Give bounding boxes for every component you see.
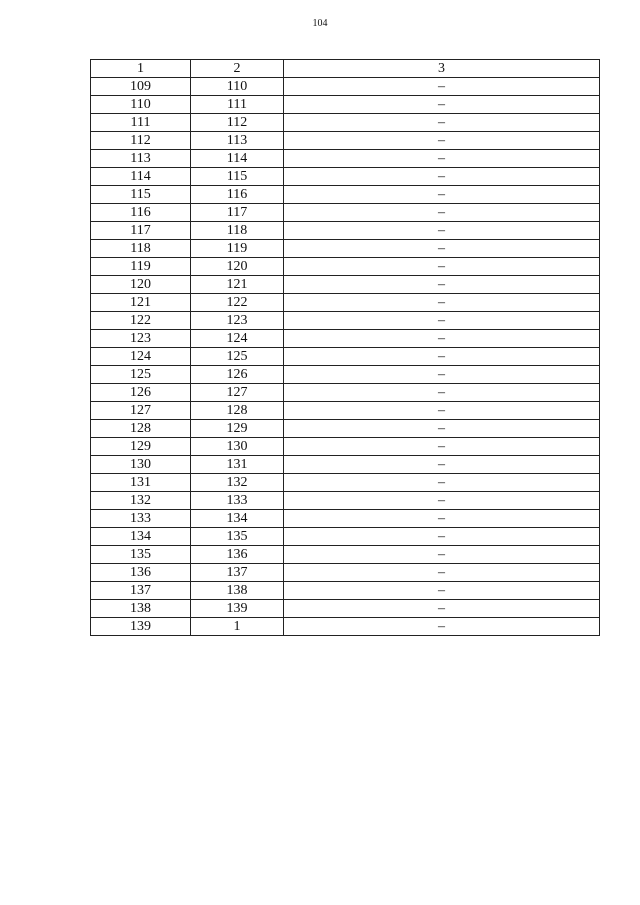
table-cell-col3: – <box>284 600 600 618</box>
table-row <box>91 546 600 564</box>
table-cell-col1: 127 <box>91 402 191 420</box>
table-row <box>91 600 600 618</box>
table-cell-col2: 113 <box>191 132 284 150</box>
table-cell-col2: 138 <box>191 582 284 600</box>
table-row <box>91 564 600 582</box>
table-cell-col1: 131 <box>91 474 191 492</box>
table-cell-col2: 123 <box>191 312 284 330</box>
table-cell-col2: 116 <box>191 186 284 204</box>
table-cell-col3: – <box>284 258 600 276</box>
table-cell-col3: – <box>284 384 600 402</box>
table-cell-col1: 134 <box>91 528 191 546</box>
table-row <box>91 330 600 348</box>
table-cell-col1: 128 <box>91 420 191 438</box>
table-cell-col1: 120 <box>91 276 191 294</box>
table-cell-col1: 114 <box>91 168 191 186</box>
table-cell-col2: 115 <box>191 168 284 186</box>
table-row <box>91 366 600 384</box>
table-cell-col2: 136 <box>191 546 284 564</box>
table-cell-col3: – <box>284 420 600 438</box>
table-cell-col3: – <box>284 222 600 240</box>
table-cell-col1: 123 <box>91 330 191 348</box>
table-cell-col3: – <box>284 348 600 366</box>
table-cell-col3: – <box>284 114 600 132</box>
table-cell-col2: 114 <box>191 150 284 168</box>
header-row <box>91 60 600 78</box>
table-cell-col1: 129 <box>91 438 191 456</box>
table-row <box>91 114 600 132</box>
table-cell-col1: 137 <box>91 582 191 600</box>
table-cell-col2: 137 <box>191 564 284 582</box>
table-body <box>91 78 600 636</box>
table-row <box>91 258 600 276</box>
table-row <box>91 618 600 636</box>
table-cell-col1: 135 <box>91 546 191 564</box>
table-cell-col2: 131 <box>191 456 284 474</box>
table-row <box>91 474 600 492</box>
table-cell-col3: – <box>284 402 600 420</box>
table-cell-col3: – <box>284 582 600 600</box>
table-cell-col3: – <box>284 132 600 150</box>
table-row <box>91 294 600 312</box>
table-row <box>91 438 600 456</box>
table-row <box>91 132 600 150</box>
table-cell-col3: – <box>284 366 600 384</box>
table-cell-col2: 111 <box>191 96 284 114</box>
table-cell-col2: 125 <box>191 348 284 366</box>
table-row <box>91 222 600 240</box>
table-cell-col3: – <box>284 528 600 546</box>
column-header-1: 1 <box>91 60 191 78</box>
page-number: 104 <box>312 18 328 29</box>
table-cell-col2: 126 <box>191 366 284 384</box>
table-cell-col3: – <box>284 546 600 564</box>
table-row <box>91 402 600 420</box>
table-cell-col2: 139 <box>191 600 284 618</box>
table-row <box>91 420 600 438</box>
data-table <box>90 59 600 636</box>
table-row <box>91 510 600 528</box>
table-cell-col2: 118 <box>191 222 284 240</box>
table-cell-col2: 119 <box>191 240 284 258</box>
table-cell-col1: 112 <box>91 132 191 150</box>
table-cell-col2: 135 <box>191 528 284 546</box>
table-cell-col1: 124 <box>91 348 191 366</box>
table-cell-col2: 117 <box>191 204 284 222</box>
column-header-3: 3 <box>284 60 600 78</box>
table-cell-col1: 138 <box>91 600 191 618</box>
table-cell-col3: – <box>284 186 600 204</box>
table-row <box>91 204 600 222</box>
table-row <box>91 348 600 366</box>
table-cell-col3: – <box>284 150 600 168</box>
table-cell-col3: – <box>284 510 600 528</box>
table-cell-col2: 121 <box>191 276 284 294</box>
table-cell-col2: 128 <box>191 402 284 420</box>
table-cell-col3: – <box>284 492 600 510</box>
table-cell-col3: – <box>284 456 600 474</box>
table-cell-col2: 112 <box>191 114 284 132</box>
table-cell-col1: 118 <box>91 240 191 258</box>
table-cell-col1: 133 <box>91 510 191 528</box>
table-cell-col1: 116 <box>91 204 191 222</box>
table-cell-col3: – <box>284 474 600 492</box>
table-row <box>91 168 600 186</box>
table-cell-col1: 126 <box>91 384 191 402</box>
table-cell-col2: 134 <box>191 510 284 528</box>
table-row <box>91 492 600 510</box>
table-cell-col3: – <box>284 168 600 186</box>
table-cell-col2: 122 <box>191 294 284 312</box>
table-row <box>91 582 600 600</box>
table-cell-col1: 113 <box>91 150 191 168</box>
table-row <box>91 312 600 330</box>
table-cell-col1: 110 <box>91 96 191 114</box>
table-row <box>91 78 600 96</box>
table-cell-col2: 124 <box>191 330 284 348</box>
table-cell-col3: – <box>284 276 600 294</box>
table-cell-col3: – <box>284 96 600 114</box>
table-cell-col2: 133 <box>191 492 284 510</box>
table-cell-col2: 132 <box>191 474 284 492</box>
table-cell-col3: – <box>284 564 600 582</box>
table-cell-col1: 130 <box>91 456 191 474</box>
table-cell-col1: 115 <box>91 186 191 204</box>
table-cell-col1: 111 <box>91 114 191 132</box>
table-row <box>91 276 600 294</box>
table-cell-col3: – <box>284 618 600 636</box>
table-row <box>91 528 600 546</box>
table-cell-col1: 136 <box>91 564 191 582</box>
table-cell-col2: 129 <box>191 420 284 438</box>
table-cell-col3: – <box>284 78 600 96</box>
table-cell-col1: 125 <box>91 366 191 384</box>
table-row <box>91 384 600 402</box>
table-cell-col3: – <box>284 438 600 456</box>
table-cell-col1: 132 <box>91 492 191 510</box>
table-cell-col2: 120 <box>191 258 284 276</box>
table-cell-col3: – <box>284 294 600 312</box>
table-row <box>91 186 600 204</box>
table-row <box>91 456 600 474</box>
table-cell-col2: 130 <box>191 438 284 456</box>
table-cell-col1: 139 <box>91 618 191 636</box>
table-cell-col3: – <box>284 330 600 348</box>
table-cell-col2: 1 <box>191 618 284 636</box>
table-row <box>91 240 600 258</box>
table-cell-col1: 121 <box>91 294 191 312</box>
table-cell-col1: 117 <box>91 222 191 240</box>
table-cell-col1: 109 <box>91 78 191 96</box>
column-header-2: 2 <box>191 60 284 78</box>
table-cell-col2: 110 <box>191 78 284 96</box>
table-cell-col1: 119 <box>91 258 191 276</box>
table-cell-col3: – <box>284 204 600 222</box>
table-cell-col3: – <box>284 312 600 330</box>
table-row <box>91 96 600 114</box>
table-cell-col1: 122 <box>91 312 191 330</box>
table-row <box>91 150 600 168</box>
table-cell-col2: 127 <box>191 384 284 402</box>
table-cell-col3: – <box>284 240 600 258</box>
